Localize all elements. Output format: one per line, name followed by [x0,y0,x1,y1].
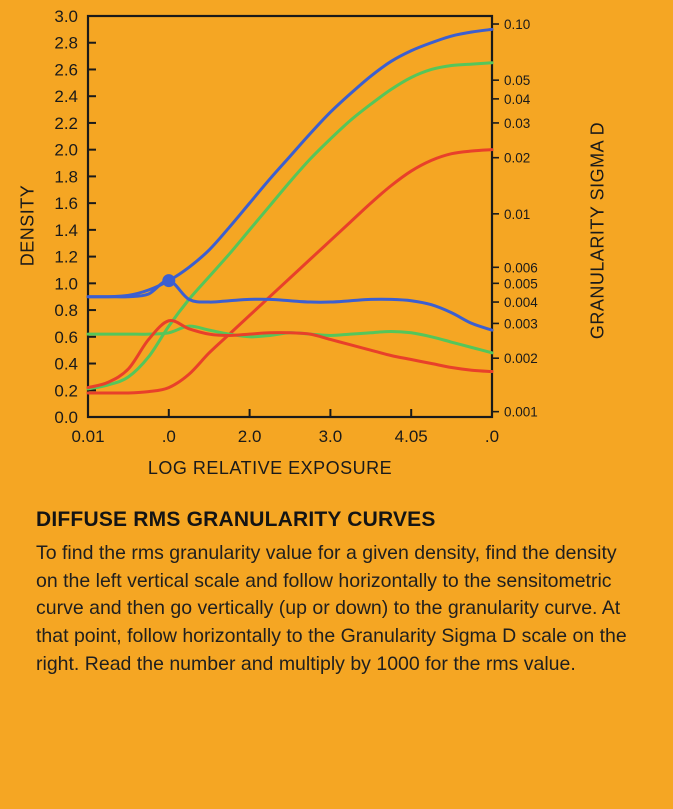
y2-tick-label: 0.006 [504,260,538,276]
y2-tick-label: 0.005 [504,276,538,292]
y2-tick-label: 0.02 [504,150,531,166]
y-tick-label: 0.6 [54,327,78,347]
y2-tick-label: 0.004 [504,295,538,311]
y-tick-label: 0.0 [54,408,78,427]
x-tick-label: .0 [161,427,176,446]
y-tick-label: 1.0 [54,274,78,294]
y-axis-label-granularity-sigma-d: GRANULARITY SIGMA D [587,121,608,340]
y2-tick-label: 0.05 [504,73,531,89]
x-tick-label: 2.0 [237,427,262,446]
y2-tick-label: 0.001 [504,404,538,420]
y2-tick-label: 0.10 [504,17,531,33]
y2-tick-label: 0.01 [504,206,531,222]
y-tick-label: 1.2 [54,247,78,267]
y-tick-label: 0.4 [54,354,78,374]
y2-tick-label: 0.003 [504,316,538,332]
series-line-granularity-red [88,320,492,387]
x-tick-label: .0 [484,427,500,446]
reference-point [162,274,175,287]
y-axis-label-density: DENSITY [17,184,38,267]
caption-block [36,508,636,678]
y2-tick-label: 0.03 [504,115,531,131]
caption-title: DIFFUSE RMS GRANULARITY CURVES [36,508,436,531]
y-tick-label: 2.4 [54,87,78,107]
y2-tick-label: 0.002 [504,351,538,367]
x-tick-label: 0.01 [71,427,105,446]
series-line-granularity-blue [88,281,492,331]
x-axis-label-log-relative-exposure: LOG RELATIVE EXPOSURE [147,458,393,478]
y-tick-label: 2.2 [54,113,78,133]
y-tick-label: 1.8 [54,167,78,187]
y-tick-label: 1.6 [54,194,78,214]
y-tick-label: 0.8 [54,301,78,321]
y-tick-label: 3.0 [54,7,78,26]
y-tick-label: 2.6 [54,60,78,80]
y2-tick-label: 0.04 [504,91,531,107]
y-tick-label: 1.4 [54,220,78,240]
x-tick-label: 4.05 [394,427,428,446]
y-tick-label: 0.2 [54,381,78,401]
y-tick-label: 2.0 [54,140,78,160]
caption-body: To find the rms granularity value for a given density, find the density on the left vertical scale and follow horizontally to the sensitometric curve and then go vertically (up or down) to the granularity curve. At that point, follow horizontally to the Granularity Sigma D scale on the right. Read the number and multiply by 1000 for the rms value. [36,542,627,675]
x-tick-label: 3.0 [318,427,343,446]
y-tick-label: 2.8 [54,33,78,53]
